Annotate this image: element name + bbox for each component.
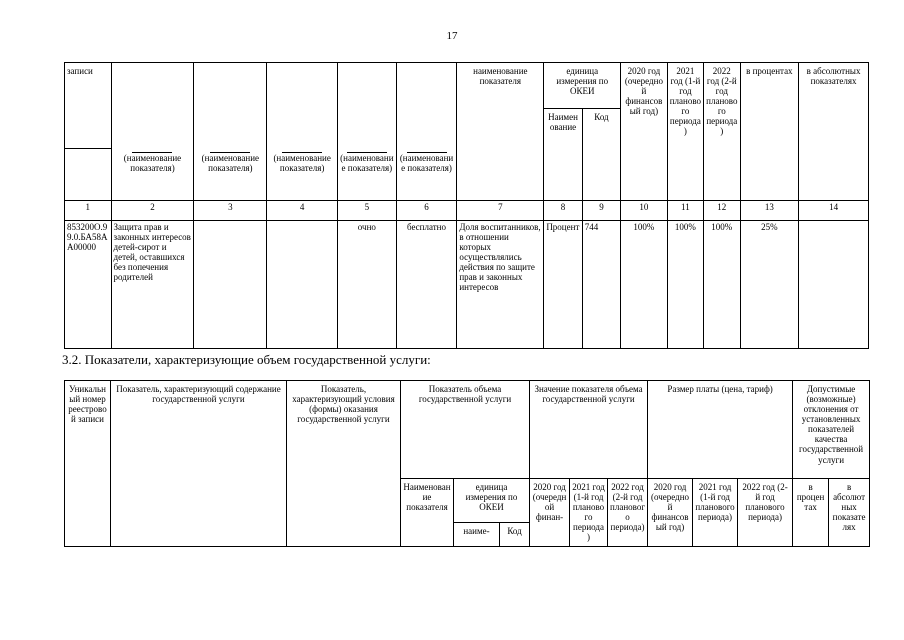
header-percent: в процентах: [740, 63, 799, 201]
cell-payment: бесплатно: [396, 221, 457, 349]
cell-empty: [194, 221, 267, 349]
header-entry-cont: [65, 149, 112, 201]
cell-indicator: Доля воспитанников, в отношении которых осуществлялись действия по защите прав и законных интересов: [457, 221, 544, 349]
header-sub-6: (наименование показателя): [396, 149, 457, 201]
quality-indicators-table: [64, 62, 869, 349]
col-number: 6: [396, 201, 457, 221]
header-volume-value: Значение показателя объема государственной услуги: [530, 381, 648, 479]
header-volume-2020: 2020 год (очередной финан-: [530, 479, 570, 547]
header-year-2022: 2022 год (2-й год планового периода): [704, 63, 740, 201]
cell-value-2021: 100%: [667, 221, 703, 349]
header-unit-name: Наименование: [544, 109, 582, 201]
cell-registry-number: 853200О.99.0.БА58АА00000: [65, 221, 112, 349]
header-deviation-percent: в процентах: [793, 479, 829, 547]
page-number: 17: [446, 30, 458, 42]
col-number: 8: [544, 201, 582, 221]
header-condition-indicator: Показатель, характеризующий условия (формы) оказания государственной услуги: [287, 381, 401, 547]
header-content-indicator: Показатель, характеризующий содержание государственной услуги: [111, 381, 287, 547]
header-deviations: Допустимые (возможные) отклонения от установленных показателей качества государственной услуги: [793, 381, 870, 479]
header-absolute: в абсолютных показателях: [799, 63, 869, 201]
table-row: [65, 221, 869, 349]
col-number: 10: [621, 201, 668, 221]
header-volume-indicator: Показатель объема государственной услуги: [401, 381, 530, 479]
header-entry: записи: [65, 63, 112, 149]
header-unit-name: наиме-: [454, 523, 500, 547]
header-blank-2: [111, 63, 194, 149]
column-number-row: [65, 201, 869, 221]
col-number: 11: [667, 201, 703, 221]
header-sub-5: (наименование показателя): [338, 149, 397, 201]
cell-form: очно: [338, 221, 397, 349]
cell-deviation-absolute: [799, 221, 869, 349]
cell-unit-name: Процент: [544, 221, 582, 349]
header-sub-4: (наименование показателя): [267, 149, 338, 201]
header-deviation-absolute: в абсолютных показателях: [829, 479, 870, 547]
header-volume-2022: 2022 год (2-й год планового периода): [608, 479, 648, 547]
col-number: 7: [457, 201, 544, 221]
header-blank-4: [267, 63, 338, 149]
header-blank-6: [396, 63, 457, 149]
header-volume-2021: 2021 год (1-й год планового периода): [570, 479, 608, 547]
cell-deviation-percent: 25%: [740, 221, 799, 349]
header-unit: единица измерения по ОКЕИ: [454, 479, 530, 523]
col-number: 14: [799, 201, 869, 221]
header-indicator-name: наименование показателя: [457, 63, 544, 201]
header-sub-2: (наименование показателя): [111, 149, 194, 201]
header-fee: Размер платы (цена, тариф): [648, 381, 793, 479]
col-number: 4: [267, 201, 338, 221]
header-unit: единица измерения по ОКЕИ: [544, 63, 621, 109]
header-unit-code: Код: [582, 109, 620, 201]
header-year-2020: 2020 год (очередной финансовый год): [621, 63, 668, 201]
cell-empty: [267, 221, 338, 349]
section-title: 3.2. Показатели, характеризующие объем государственной услуги:: [62, 352, 431, 367]
col-number: 9: [582, 201, 620, 221]
col-number: 5: [338, 201, 397, 221]
col-number: 2: [111, 201, 194, 221]
header-unit-code: Код: [500, 523, 530, 547]
header-indicator-name: Наименование показателя: [401, 479, 454, 547]
cell-value-2020: 100%: [621, 221, 668, 349]
header-fee-2020: 2020 год (очередной финансовый год): [648, 479, 693, 547]
volume-indicators-table: [64, 380, 870, 547]
header-unique-number: Уникальный номер реестровой записи: [65, 381, 111, 547]
cell-content: Защита прав и законных интересов детей-сирот и детей, оставшихся без попечения родителей: [111, 221, 194, 349]
header-year-2021: 2021 год (1-й год планового периода): [667, 63, 703, 201]
cell-unit-code: 744: [582, 221, 620, 349]
header-blank-3: [194, 63, 267, 149]
col-number: 12: [704, 201, 740, 221]
header-blank-5: [338, 63, 397, 149]
col-number: 3: [194, 201, 267, 221]
header-fee-2021: 2021 год (1-й год планового периода): [693, 479, 738, 547]
header-fee-2022: 2022 год (2-й год планового периода): [738, 479, 793, 547]
header-sub-3: (наименование показателя): [194, 149, 267, 201]
cell-value-2022: 100%: [704, 221, 740, 349]
col-number: 13: [740, 201, 799, 221]
col-number: 1: [65, 201, 112, 221]
